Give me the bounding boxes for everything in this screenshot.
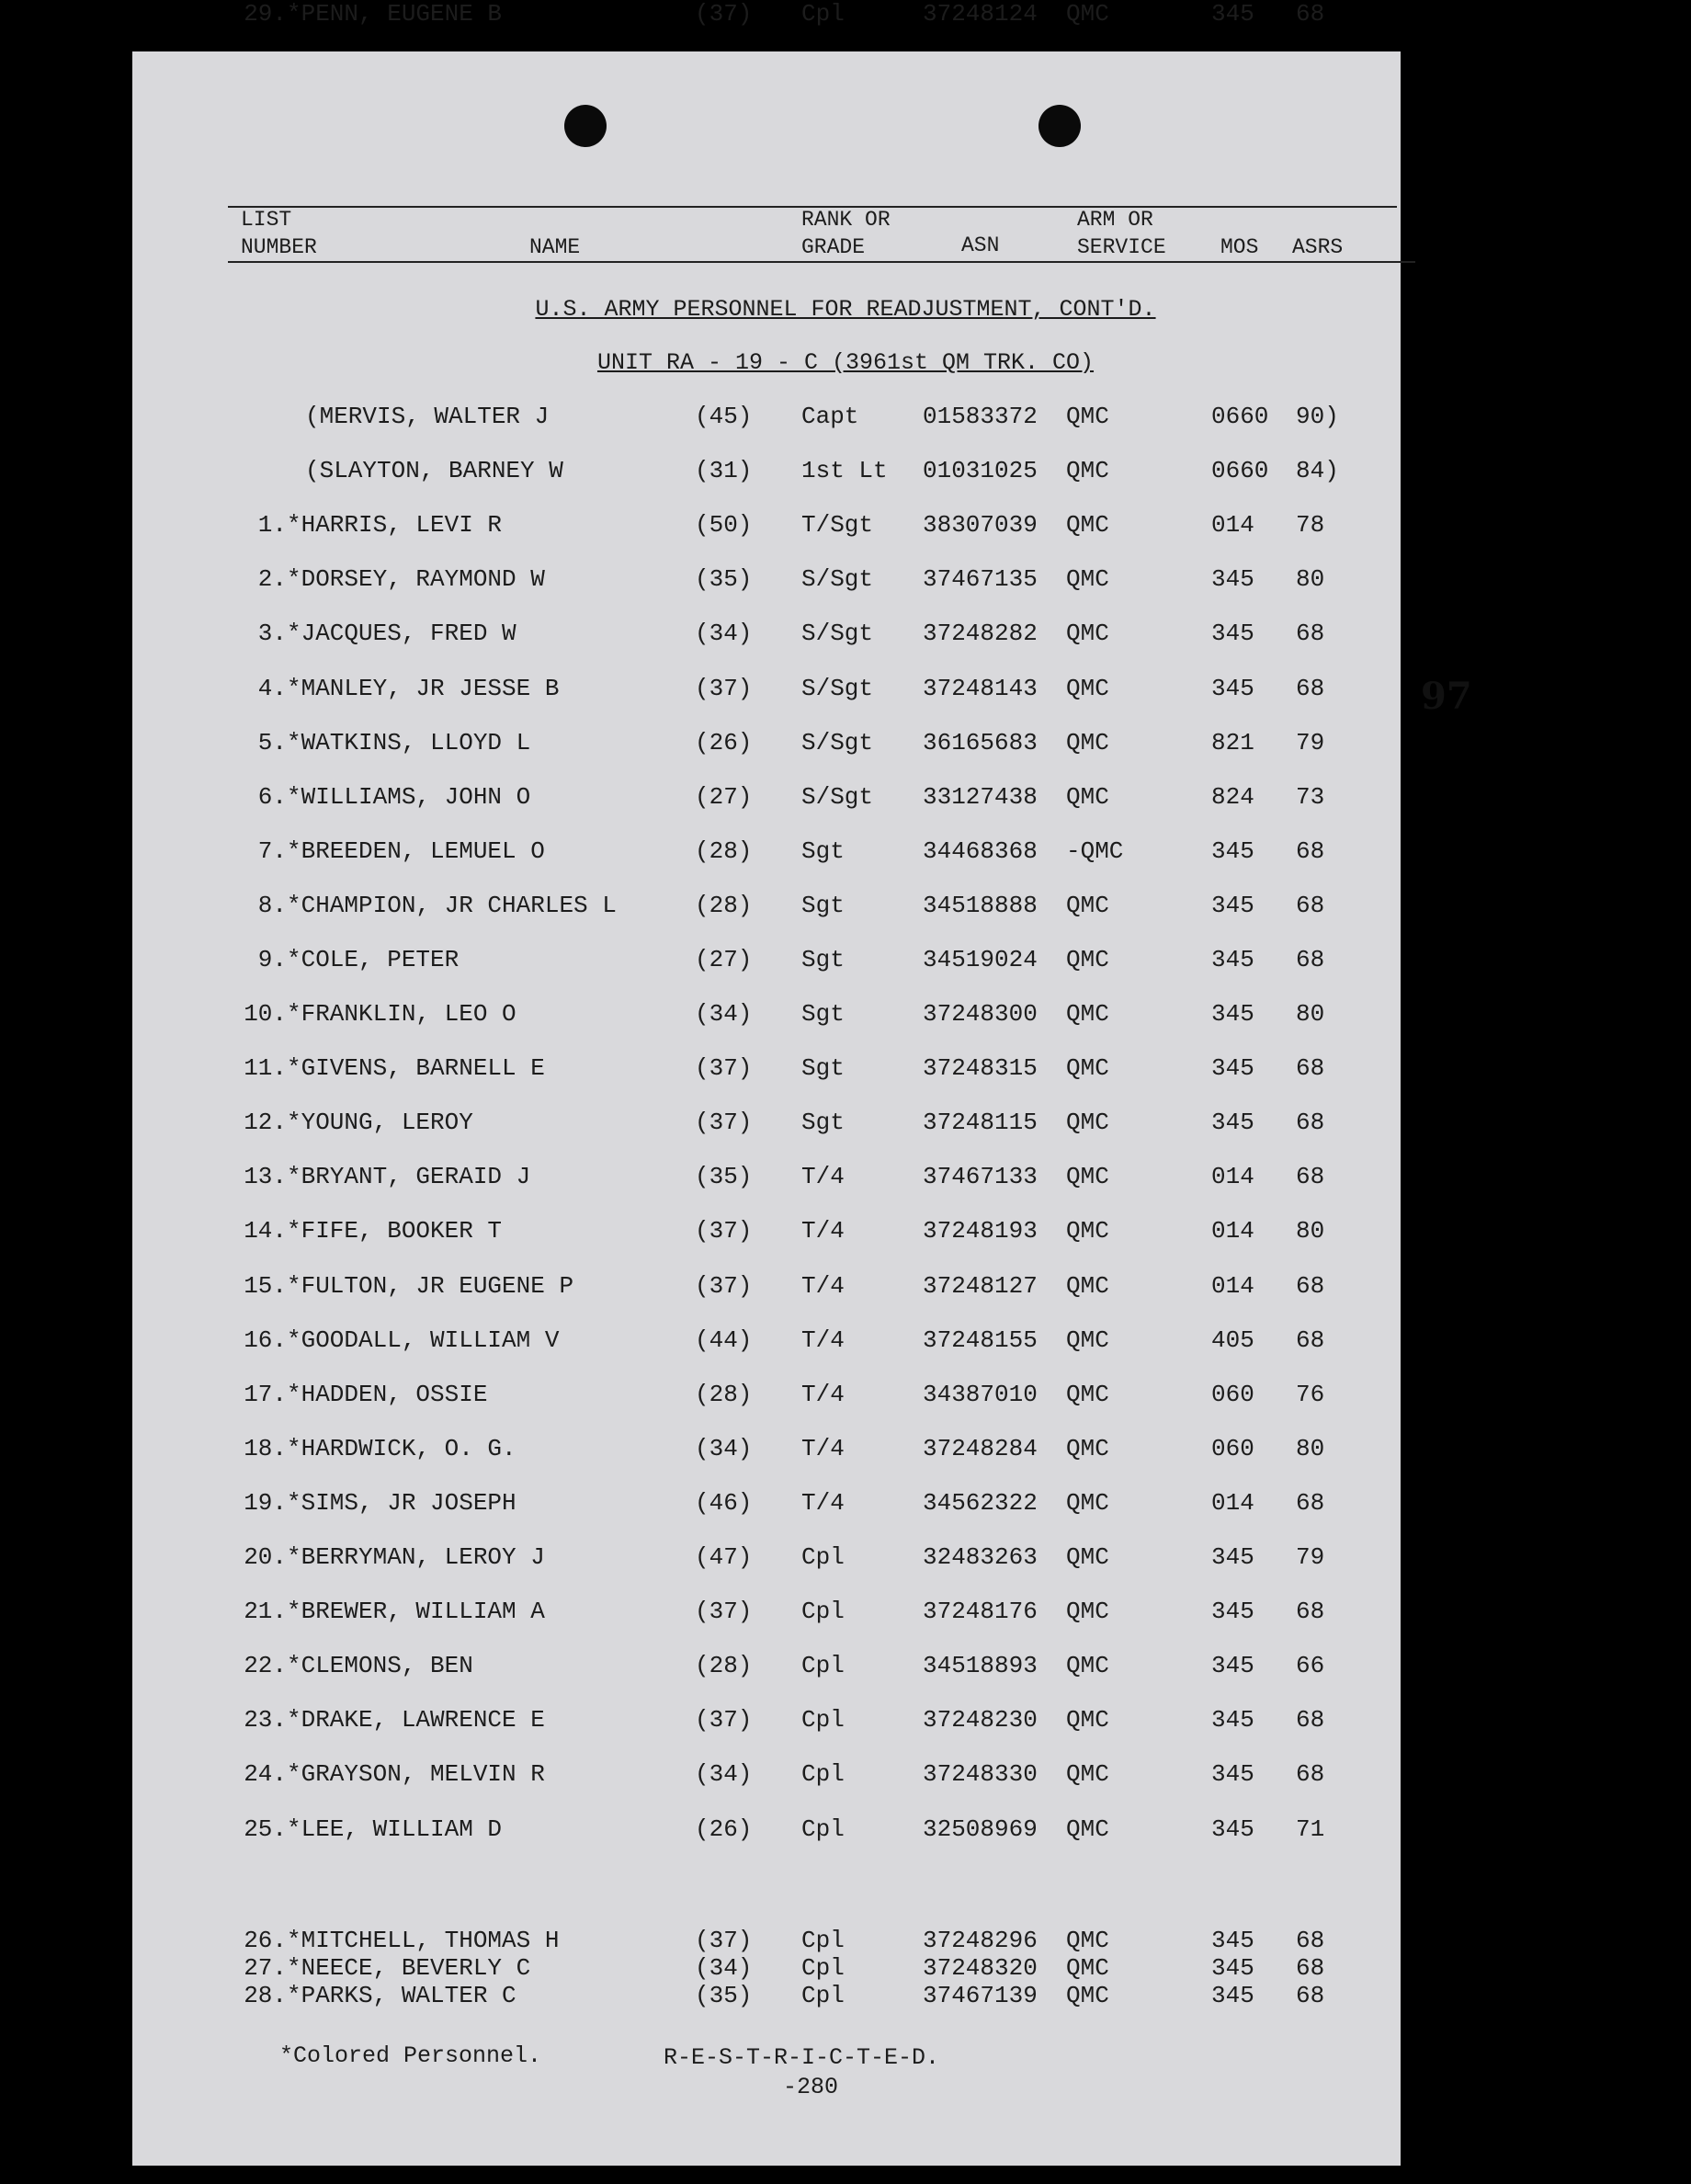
cell-asrs: 68 (1296, 892, 1325, 919)
cell-asrs: 73 (1296, 783, 1325, 811)
cell-service: QMC (1066, 1054, 1109, 1082)
header-rank-grade: RANK OR GRADE (801, 208, 891, 259)
header-name: NAME (529, 235, 581, 259)
cell-age: (37) (695, 1217, 753, 1245)
cell-asn: 33127438 (923, 783, 1038, 811)
cell-age: (37) (695, 1927, 753, 1954)
cell-asrs: 80 (1296, 565, 1325, 593)
cell-asrs: 68 (1296, 1054, 1325, 1082)
cell-service: QMC (1066, 1217, 1109, 1245)
cell-list-number: 16. (244, 1326, 287, 1354)
cell-asn: 36165683 (923, 729, 1038, 756)
cell-service: QMC (1066, 565, 1109, 593)
cell-list-number: 22. (244, 1652, 287, 1679)
cell-rank: Cpl (801, 0, 845, 28)
cell-person-name: *JACQUES, FRED W (287, 620, 516, 647)
cell-asrs: 68 (1296, 837, 1325, 865)
cell-list-number: 13. (244, 1163, 287, 1190)
cell-person-name: *DORSEY, RAYMOND W (287, 565, 545, 593)
footnote: *Colored Personnel. (279, 2042, 542, 2069)
cell-asrs: 68 (1296, 1109, 1325, 1136)
cell-asrs: 68 (1296, 1272, 1325, 1300)
cell-mos: 345 (1211, 1543, 1254, 1571)
cell-asn: 37248230 (923, 1706, 1038, 1734)
cell-mos: 345 (1211, 620, 1254, 647)
cell-list-number: 12. (244, 1109, 287, 1136)
cell-rank: T/4 (801, 1326, 845, 1354)
cell-asn: 37248193 (923, 1217, 1038, 1245)
cell-asrs: 66 (1296, 1652, 1325, 1679)
cell-person-name: *BREWER, WILLIAM A (287, 1598, 545, 1625)
cell-asrs: 79 (1296, 1543, 1325, 1571)
cell-asrs: 68 (1296, 1163, 1325, 1190)
cell-asn: 37467139 (923, 1982, 1038, 2009)
cell-service: QMC (1066, 620, 1109, 647)
cell-asn: 37248115 (923, 1109, 1038, 1136)
cell-age: (37) (695, 1054, 753, 1082)
cell-rank: S/Sgt (801, 565, 874, 593)
cell-service: QMC (1066, 1706, 1109, 1734)
cell-age: (35) (695, 1163, 753, 1190)
document-title: U.S. ARMY PERSONNEL FOR READJUSTMENT, CONT'D. (535, 296, 1156, 323)
cell-service: QMC (1066, 1982, 1109, 2009)
cell-asn: 37248282 (923, 620, 1038, 647)
cell-asn: 34518888 (923, 892, 1038, 919)
cell-mos: 060 (1211, 1381, 1254, 1408)
cell-mos: 345 (1211, 1598, 1254, 1625)
cell-mos: 014 (1211, 1163, 1254, 1190)
cell-asrs: 78 (1296, 511, 1325, 539)
cell-asn: 37467133 (923, 1163, 1038, 1190)
cell-age: (50) (695, 511, 753, 539)
cell-mos: 345 (1211, 1706, 1254, 1734)
cell-asn: 37248315 (923, 1054, 1038, 1082)
cell-asn: 37248155 (923, 1326, 1038, 1354)
cell-person-name: *WILLIAMS, JOHN O (287, 783, 531, 811)
cell-asrs: 68 (1296, 0, 1325, 28)
cell-mos: 405 (1211, 1326, 1254, 1354)
cell-service: QMC (1066, 892, 1109, 919)
cell-list-number: 4. (257, 675, 287, 702)
cell-asrs: 80 (1296, 1000, 1325, 1028)
cell-person-name: *WATKINS, LLOYD L (287, 729, 531, 756)
cell-rank: Sgt (801, 1054, 845, 1082)
cell-asrs: 68 (1296, 1326, 1325, 1354)
cell-rank: S/Sgt (801, 729, 874, 756)
cell-age: (46) (695, 1489, 753, 1517)
cell-age: (28) (695, 1381, 753, 1408)
cell-list-number: 27. (244, 1954, 287, 1982)
cell-mos: 345 (1211, 1927, 1254, 1954)
cell-person-name: *YOUNG, LEROY (287, 1109, 473, 1136)
cell-person-name: *HARDWICK, O. G. (287, 1435, 516, 1462)
cell-rank: Cpl (801, 1954, 845, 1982)
cell-mos: 345 (1211, 1109, 1254, 1136)
cell-list-number: 3. (257, 620, 287, 647)
cell-age: (35) (695, 565, 753, 593)
cell-rank: S/Sgt (801, 783, 874, 811)
cell-asrs: 80 (1296, 1435, 1325, 1462)
header-asrs: ASRS (1292, 235, 1344, 259)
cell-service: QMC (1066, 0, 1109, 28)
cell-rank: Cpl (801, 1927, 845, 1954)
cell-service: QMC (1066, 1109, 1109, 1136)
cell-age: (35) (695, 1982, 753, 2009)
cell-age: (37) (695, 1706, 753, 1734)
page-footer-number: -280 (783, 2074, 839, 2100)
cell-asn: 37248296 (923, 1927, 1038, 1954)
cell-rank: T/4 (801, 1163, 845, 1190)
cell-rank: Cpl (801, 1760, 845, 1788)
cell-asrs: 80 (1296, 1217, 1325, 1245)
cell-service: QMC (1066, 783, 1109, 811)
cell-asrs: 79 (1296, 729, 1325, 756)
cell-service: QMC (1066, 1598, 1109, 1625)
cell-rank: Sgt (801, 1109, 845, 1136)
cell-asn: 37248330 (923, 1760, 1038, 1788)
cell-mos: 345 (1211, 1982, 1254, 2009)
cell-asn: 37248176 (923, 1598, 1038, 1625)
cell-service: QMC (1066, 1652, 1109, 1679)
cell-person-name: *MITCHELL, THOMAS H (287, 1927, 560, 1954)
cell-list-number: 2. (257, 565, 287, 593)
cell-asn: 38307039 (923, 511, 1038, 539)
cell-age: (37) (695, 675, 753, 702)
cell-rank: Sgt (801, 1000, 845, 1028)
cell-person-name: (MERVIS, WALTER J (305, 403, 550, 430)
cell-service: QMC (1066, 1163, 1109, 1190)
cell-service: -QMC (1066, 837, 1124, 865)
cell-person-name: (SLAYTON, BARNEY W (305, 457, 563, 484)
cell-asn: 34519024 (923, 946, 1038, 973)
cell-rank: Capt (801, 403, 859, 430)
cell-mos: 014 (1211, 1489, 1254, 1517)
cell-list-number: 6. (257, 783, 287, 811)
cell-age: (47) (695, 1543, 753, 1571)
cell-service: QMC (1066, 729, 1109, 756)
cell-list-number: 18. (244, 1435, 287, 1462)
cell-service: QMC (1066, 675, 1109, 702)
header-asn: ASN (961, 233, 1000, 257)
cell-list-number: 9. (257, 946, 287, 973)
cell-asrs: 68 (1296, 1598, 1325, 1625)
cell-mos: 345 (1211, 1760, 1254, 1788)
cell-list-number: 26. (244, 1927, 287, 1954)
cell-asrs: 68 (1296, 1489, 1325, 1517)
cell-list-number: 1. (257, 511, 287, 539)
cell-asn: 34518893 (923, 1652, 1038, 1679)
punch-hole (1038, 105, 1081, 147)
cell-service: QMC (1066, 1543, 1109, 1571)
header-arm-service: ARM OR SERVICE (1077, 208, 1166, 259)
cell-rank: T/4 (801, 1381, 845, 1408)
cell-rank: Cpl (801, 1815, 845, 1843)
cell-service: QMC (1066, 457, 1109, 484)
cell-service: QMC (1066, 1927, 1109, 1954)
cell-mos: 014 (1211, 1217, 1254, 1245)
cell-asrs: 84) (1296, 457, 1339, 484)
cell-asrs: 68 (1296, 620, 1325, 647)
cell-person-name: *HARRIS, LEVI R (287, 511, 503, 539)
cell-list-number: 5. (257, 729, 287, 756)
cell-asrs: 68 (1296, 1954, 1325, 1982)
cell-rank: S/Sgt (801, 675, 874, 702)
cell-service: QMC (1066, 1489, 1109, 1517)
cell-list-number: 29. (244, 0, 287, 28)
cell-list-number: 28. (244, 1982, 287, 2009)
cell-service: QMC (1066, 1954, 1109, 1982)
cell-asn: 34468368 (923, 837, 1038, 865)
cell-asrs: 68 (1296, 1706, 1325, 1734)
cell-rank: Sgt (801, 892, 845, 919)
cell-mos: 014 (1211, 511, 1254, 539)
cell-person-name: *CHAMPION, JR CHARLES L (287, 892, 617, 919)
punch-hole (564, 105, 607, 147)
cell-age: (26) (695, 729, 753, 756)
cell-service: QMC (1066, 403, 1109, 430)
cell-asn: 37248284 (923, 1435, 1038, 1462)
cell-asn: 32483263 (923, 1543, 1038, 1571)
cell-age: (37) (695, 1598, 753, 1625)
cell-list-number: 15. (244, 1272, 287, 1300)
cell-rank: Cpl (801, 1982, 845, 2009)
header-mos: MOS (1220, 235, 1259, 259)
cell-service: QMC (1066, 511, 1109, 539)
cell-person-name: *PENN, EUGENE B (287, 0, 503, 28)
cell-mos: 0660 (1211, 457, 1269, 484)
cell-asrs: 68 (1296, 1927, 1325, 1954)
cell-list-number: 23. (244, 1706, 287, 1734)
cell-list-number: 8. (257, 892, 287, 919)
cell-person-name: *NEECE, BEVERLY C (287, 1954, 531, 1982)
cell-person-name: *BRYANT, GERAID J (287, 1163, 531, 1190)
cell-asn: 34387010 (923, 1381, 1038, 1408)
cell-rank: 1st Lt (801, 457, 888, 484)
unit-title: UNIT RA - 19 - C (3961st QM TRK. CO) (596, 349, 1095, 376)
header-bottom-rule (228, 261, 1415, 263)
cell-person-name: *PARKS, WALTER C (287, 1982, 516, 2009)
cell-rank: Sgt (801, 837, 845, 865)
cell-service: QMC (1066, 946, 1109, 973)
cell-age: (28) (695, 837, 753, 865)
cell-age: (37) (695, 1272, 753, 1300)
cell-age: (45) (695, 403, 753, 430)
cell-asn: 34562322 (923, 1489, 1038, 1517)
cell-rank: T/4 (801, 1435, 845, 1462)
cell-asn: 37248143 (923, 675, 1038, 702)
cell-age: (37) (695, 1109, 753, 1136)
cell-mos: 345 (1211, 0, 1254, 28)
cell-asn: 01583372 (923, 403, 1038, 430)
cell-mos: 345 (1211, 1954, 1254, 1982)
cell-age: (27) (695, 783, 753, 811)
cell-rank: Cpl (801, 1652, 845, 1679)
cell-list-number: 20. (244, 1543, 287, 1571)
cell-list-number: 14. (244, 1217, 287, 1245)
cell-age: (28) (695, 1652, 753, 1679)
cell-list-number: 21. (244, 1598, 287, 1625)
cell-list-number: 11. (244, 1054, 287, 1082)
cell-mos: 821 (1211, 729, 1254, 756)
cell-asrs: 68 (1296, 1760, 1325, 1788)
cell-mos: 014 (1211, 1272, 1254, 1300)
cell-age: (34) (695, 1954, 753, 1982)
cell-person-name: *FULTON, JR EUGENE P (287, 1272, 574, 1300)
cell-mos: 345 (1211, 1652, 1254, 1679)
cell-list-number: 17. (244, 1381, 287, 1408)
cell-person-name: *GRAYSON, MELVIN R (287, 1760, 545, 1788)
cell-service: QMC (1066, 1000, 1109, 1028)
cell-age: (34) (695, 620, 753, 647)
cell-mos: 345 (1211, 1000, 1254, 1028)
cell-asrs: 90) (1296, 403, 1339, 430)
cell-person-name: *SIMS, JR JOSEPH (287, 1489, 516, 1517)
cell-person-name: *GOODALL, WILLIAM V (287, 1326, 560, 1354)
cell-person-name: *FIFE, BOOKER T (287, 1217, 503, 1245)
cell-asrs: 76 (1296, 1381, 1325, 1408)
cell-age: (28) (695, 892, 753, 919)
cell-age: (26) (695, 1815, 753, 1843)
cell-mos: 345 (1211, 1815, 1254, 1843)
cell-person-name: *MANLEY, JR JESSE B (287, 675, 560, 702)
cell-rank: Cpl (801, 1543, 845, 1571)
cell-rank: Cpl (801, 1598, 845, 1625)
header-list-number: LIST NUMBER (241, 208, 317, 259)
cell-list-number: 10. (244, 1000, 287, 1028)
cell-mos: 345 (1211, 837, 1254, 865)
cell-person-name: *BERRYMAN, LEROY J (287, 1543, 545, 1571)
cell-person-name: *GIVENS, BARNELL E (287, 1054, 545, 1082)
cell-asn: 37248320 (923, 1954, 1038, 1982)
cell-rank: Sgt (801, 946, 845, 973)
cell-age: (34) (695, 1435, 753, 1462)
cell-service: QMC (1066, 1272, 1109, 1300)
cell-rank: T/Sgt (801, 511, 874, 539)
cell-age: (37) (695, 0, 753, 28)
cell-age: (31) (695, 457, 753, 484)
cell-age: (34) (695, 1760, 753, 1788)
cell-asn: 01031025 (923, 457, 1038, 484)
cell-rank: T/4 (801, 1272, 845, 1300)
restricted-stamp: R-E-S-T-R-I-C-T-E-D. (664, 2044, 940, 2071)
cell-asrs: 68 (1296, 675, 1325, 702)
cell-person-name: *COLE, PETER (287, 946, 460, 973)
cell-mos: 345 (1211, 675, 1254, 702)
cell-service: QMC (1066, 1381, 1109, 1408)
cell-person-name: *BREEDEN, LEMUEL O (287, 837, 545, 865)
cell-list-number: 24. (244, 1760, 287, 1788)
cell-person-name: *CLEMONS, BEN (287, 1652, 473, 1679)
cell-list-number: 25. (244, 1815, 287, 1843)
cell-asn: 37467135 (923, 565, 1038, 593)
cell-rank: S/Sgt (801, 620, 874, 647)
cell-mos: 345 (1211, 565, 1254, 593)
cell-age: (34) (695, 1000, 753, 1028)
cell-service: QMC (1066, 1435, 1109, 1462)
cell-asn: 32508969 (923, 1815, 1038, 1843)
cell-asrs: 71 (1296, 1815, 1325, 1843)
cell-person-name: *DRAKE, LAWRENCE E (287, 1706, 545, 1734)
cell-person-name: *HADDEN, OSSIE (287, 1381, 488, 1408)
cell-service: QMC (1066, 1326, 1109, 1354)
cell-list-number: 19. (244, 1489, 287, 1517)
cell-mos: 060 (1211, 1435, 1254, 1462)
cell-asn: 37248300 (923, 1000, 1038, 1028)
cell-asn: 37248124 (923, 0, 1038, 28)
cell-age: (27) (695, 946, 753, 973)
cell-asn: 37248127 (923, 1272, 1038, 1300)
cell-rank: T/4 (801, 1217, 845, 1245)
cell-mos: 345 (1211, 892, 1254, 919)
cell-person-name: *FRANKLIN, LEO O (287, 1000, 516, 1028)
cell-person-name: *LEE, WILLIAM D (287, 1815, 503, 1843)
cell-asrs: 68 (1296, 1982, 1325, 2009)
cell-mos: 0660 (1211, 403, 1269, 430)
page-stamp-number: 97 (1421, 675, 1472, 718)
cell-service: QMC (1066, 1760, 1109, 1788)
cell-rank: Cpl (801, 1706, 845, 1734)
cell-service: QMC (1066, 1815, 1109, 1843)
cell-mos: 345 (1211, 1054, 1254, 1082)
cell-mos: 345 (1211, 946, 1254, 973)
cell-mos: 824 (1211, 783, 1254, 811)
cell-list-number: 7. (257, 837, 287, 865)
cell-asrs: 68 (1296, 946, 1325, 973)
cell-age: (44) (695, 1326, 753, 1354)
cell-rank: T/4 (801, 1489, 845, 1517)
